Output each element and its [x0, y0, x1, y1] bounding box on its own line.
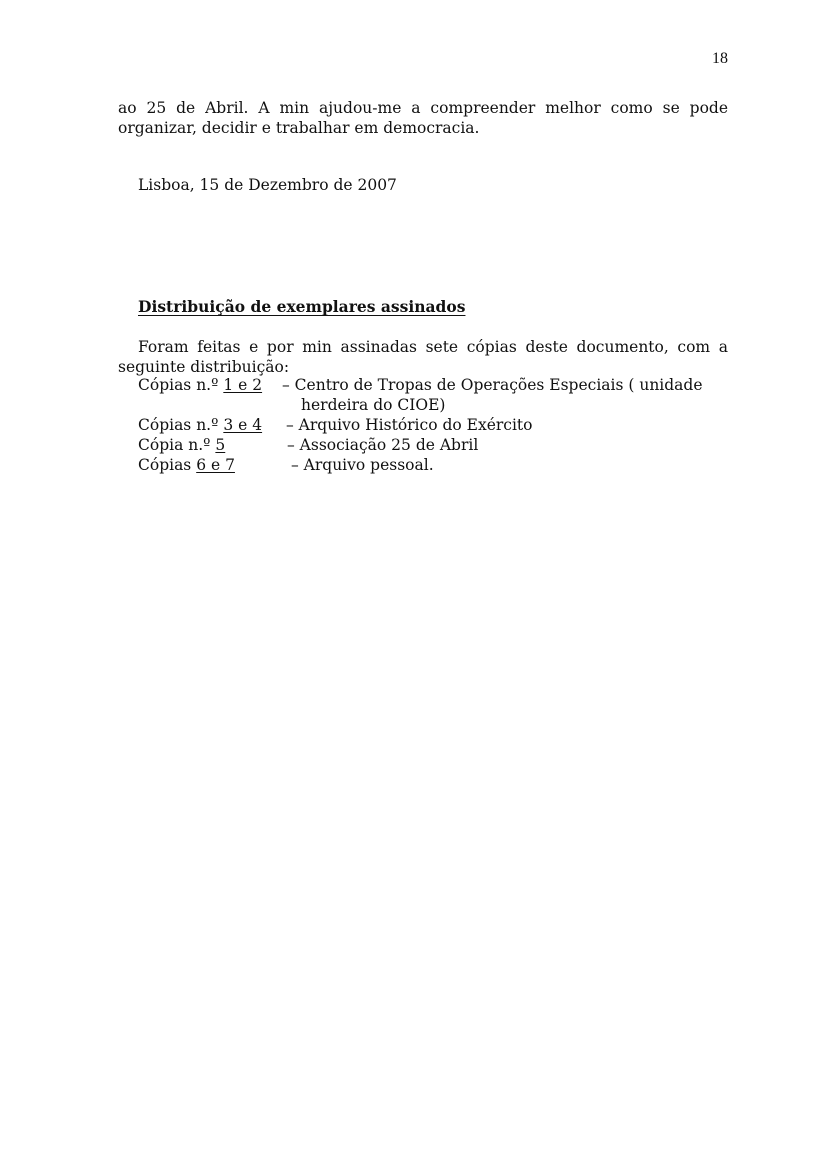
copy-label — [138, 435, 225, 455]
copy-label-text: Cópia n.º — [138, 436, 216, 454]
place-date: Lisboa, 15 de Dezembro de 2007 — [138, 176, 397, 194]
list-item — [138, 375, 728, 415]
copy-destination: – Arquivo Histórico do Exército — [286, 416, 533, 434]
copy-destination: – Centro de Tropas de Operações Especiais ( unidade — [282, 376, 703, 394]
distribution-paragraph — [118, 337, 728, 377]
list-item — [138, 415, 728, 435]
list-item — [138, 435, 728, 455]
copy-destination: – Associação 25 de Abril — [287, 436, 479, 454]
copy-label-text: Cópias n.º — [138, 376, 224, 394]
copy-numbers: 3 e 4 — [223, 416, 263, 434]
copy-numbers: 1 e 2 — [223, 376, 263, 394]
intro-line-1: ao 25 de Abril. A min ajudou-me a compreender melhor como se pode — [118, 99, 728, 117]
copies-distribution-list — [138, 375, 728, 475]
copy-label — [138, 455, 235, 475]
copy-destination: – Arquivo pessoal. — [291, 456, 434, 474]
distribution-line-2: seguinte distribuição: — [118, 358, 290, 376]
copy-label — [138, 375, 262, 395]
copy-numbers: 6 e 7 — [196, 456, 235, 474]
copy-destination-continued: herdeira do CIOE) — [301, 396, 446, 414]
intro-line-2: organizar, decidir e trabalhar em democracia. — [118, 119, 480, 137]
section-heading: Distribuição de exemplares assinados — [138, 297, 466, 316]
copy-numbers: 5 — [215, 436, 226, 454]
intro-paragraph — [118, 98, 728, 138]
copy-label-text: Cópias — [138, 456, 197, 474]
distribution-line-1: Foram feitas e por min assinadas sete cópias deste documento, com a — [138, 338, 728, 356]
list-item — [138, 455, 728, 475]
page-number: 18 — [712, 50, 728, 67]
copy-label — [138, 415, 262, 435]
copy-label-text: Cópias n.º — [138, 416, 224, 434]
